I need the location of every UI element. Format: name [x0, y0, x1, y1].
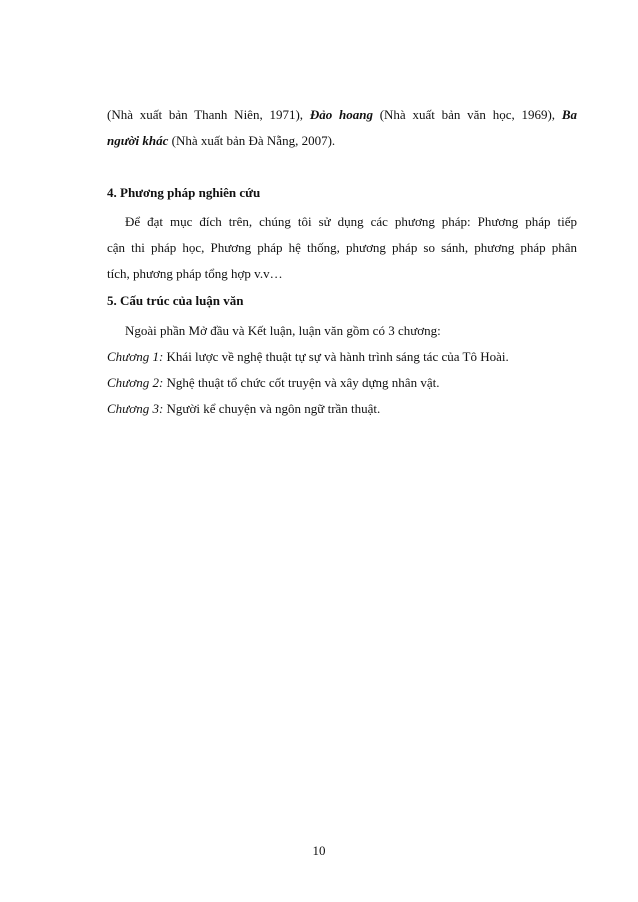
section-5-heading: 5. Cấu trúc của luận văn: [107, 293, 244, 308]
section-4-line-1: Để đạt mục đích trên, chúng tôi sử dụng các phương pháp: Phương pháp tiếp: [125, 214, 577, 229]
chapter-text: Khái lược về nghệ thuật tự sự và hành trình sáng tác của Tô Hoài.: [163, 349, 509, 364]
section-4-line-3: tích, phương pháp tổng hợp v.v…: [107, 266, 283, 281]
chapter-item: [107, 396, 577, 422]
section-5-body: [107, 318, 577, 422]
chapter-text: Nghệ thuật tổ chức cốt truyện và xây dựng nhân vật.: [163, 375, 440, 390]
chapter-label: Chương 1:: [107, 349, 164, 364]
references-paragraph: [107, 102, 577, 154]
section-4-heading: 4. Phương pháp nghiên cứu: [107, 185, 261, 200]
references-line-2: người khác (Nhà xuất bản Đà Nẵng, 2007).: [107, 133, 336, 148]
section-4-paragraph: [107, 209, 577, 287]
book-title-dao-hoang: Đảo hoang: [309, 107, 373, 122]
section-4-line-2: cận thi pháp học, Phương pháp hệ thống, phương pháp so sánh, phương pháp phân: [107, 240, 577, 255]
page-number: 10: [312, 843, 326, 858]
book-title-nguoi-khac: người khác: [107, 133, 169, 148]
chapter-text: Người kể chuyện và ngôn ngữ trần thuật.: [163, 401, 381, 416]
chapter-label: Chương 2:: [107, 375, 164, 390]
book-title-ba: Ba: [561, 107, 578, 122]
chapter-item: [107, 344, 577, 370]
section-5-intro: Ngoài phần Mở đầu và Kết luận, luận văn gồm có 3 chương:: [125, 323, 441, 338]
chapter-item: [107, 370, 577, 396]
references-line-1: (Nhà xuất bản Thanh Niên, 1971), Đảo hoang (Nhà xuất bản văn học, 1969), Ba: [107, 107, 578, 122]
chapter-label: Chương 3:: [107, 401, 164, 416]
